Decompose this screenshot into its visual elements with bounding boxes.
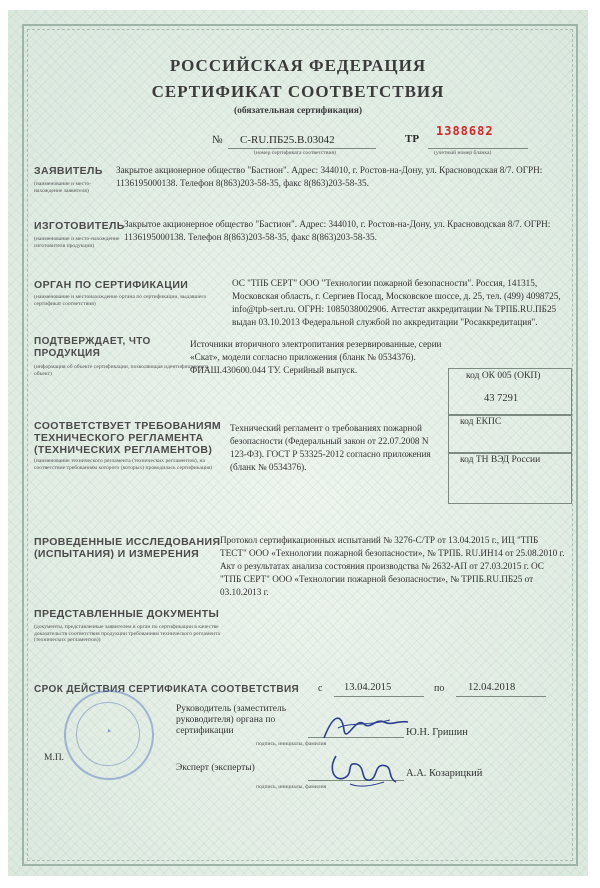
document-subtitle: (обязательная сертификация) bbox=[233, 106, 363, 116]
certificate-number: C-RU.ПБ25.В.03042 bbox=[240, 134, 335, 146]
mp-label: М.П. bbox=[44, 753, 65, 763]
validity-to-word: по bbox=[434, 683, 445, 694]
stamp-seal: ▲ bbox=[64, 690, 154, 780]
compliance-text: Технический регламент о требованиях пожарной безопасности (Федеральный закон от 22.07.2008 N 123-ФЗ). ГОСТ Р 53325-2012 согласно приложения (бланк № 0534376). bbox=[230, 423, 431, 472]
validity-from-date: 13.04.2015 bbox=[344, 682, 392, 693]
certificate-sheet bbox=[8, 10, 588, 876]
organ-caption: (наименование и местонахождение органа по сертификации, выдавшего сертификат соответствия) bbox=[34, 294, 207, 307]
documents-caption: (документы, представленные заявителем в орган по сертификации в качестве доказательств соответствия продукции требованиям технического регламента (технических регламентов)) bbox=[34, 624, 220, 644]
head-label: Руководитель (заместитель руководителя) органа по сертификации bbox=[176, 704, 287, 736]
organ-label: ОРГАН ПО СЕРТИФИКАЦИИ bbox=[34, 279, 189, 291]
okp-label: код ОК 005 (ОКП) bbox=[466, 371, 541, 381]
product-text: Источники вторичного электропитания резервированные, серии «Скат», модели согласно приложения (бланк № 0534376). ФИАШ.430600.044 ТУ. Серийный выпуск. bbox=[190, 339, 442, 375]
tnved-label: код ТН ВЭД России bbox=[460, 455, 541, 465]
number-symbol: № bbox=[212, 134, 223, 146]
expert-caption: подпись, инициалы, фамилия bbox=[256, 784, 327, 790]
research-text: Протокол сертификационных испытаний № 3276-С/ТР от 13.04.2015 г., ИЦ "ТПБ ТЕСТ" ООО «Технологии пожарной безопасности», № ТРПБ. RU.ИН14 от 25.08.2010 г. Акт о результатах анализа состояния производства № 2632-АП от 27.03.2015 г. ОС "ТПБ СЕРТ" ООО «Технологии пожарной безопасности», № ТРПБ.RU.ПБ25 от 03.10.2013 г. bbox=[220, 535, 565, 597]
manufacturer-label: ИЗГОТОВИТЕЛЬ bbox=[34, 220, 125, 232]
okp-value: 43 7291 bbox=[484, 393, 519, 404]
manufacturer-text: Закрытое акционерное общество "Бастион". Адрес: 344010, г. Ростов-на-Дону, ул. Красноводская 8/7. ОГРН: 1136195000138. Телефон 8(863)203-58-35, факс 8(863)203-58-35. bbox=[124, 219, 551, 242]
validity-to-date: 12.04.2018 bbox=[468, 682, 516, 693]
compliance-caption: (наименование технического регламента (технических регламентов), на соответствие требованиям которого (которых) проводилась сертификация) bbox=[34, 458, 213, 471]
manufacturer-caption: (наименование и место-нахождение изготовителя продукции) bbox=[34, 236, 120, 249]
expert-name: А.А. Козарицкий bbox=[406, 768, 483, 779]
blank-number-caption: (учетный номер бланка) bbox=[434, 150, 492, 156]
product-caption: (информация об объекте сертификации, позволяющая идентифицировать объект) bbox=[34, 364, 210, 377]
applicant-caption: (наименование и место-нахождение заявителя) bbox=[34, 181, 92, 194]
ekps-label: код ЕКПС bbox=[460, 417, 502, 427]
organ-text-main: ОС "ТПБ СЕРТ" ООО "Технологии пожарной безопасности". Россия, 141315, Московская область, г. Сергиев Посад, Московское шоссе, д. 25, тел. (499) 4098725, info@tpb-sert.ru. ОГРН: 1085038002906. Аттестат аккредитации № ТРПБ.RU.ПБ25 выдан 03.10.2013 Федеральной службой по аккредитации "Росаккредитация". bbox=[232, 278, 561, 327]
validity-from-word: с bbox=[318, 683, 323, 694]
applicant-label: ЗАЯВИТЕЛЬ bbox=[34, 165, 103, 177]
head-caption: подпись, инициалы, фамилия bbox=[256, 741, 327, 747]
expert-signature bbox=[326, 748, 402, 794]
product-label: ПОДТВЕРЖДАЕТ, ЧТО ПРОДУКЦИЯ bbox=[34, 336, 151, 359]
applicant-text: Закрытое акционерное общество "Бастион". Адрес: 344010, г. Ростов-на-Дону, ул. Красноводская 8/7. ОГРН: 1136195000138. Телефон 8(863)203-58-35, факс 8(863)203-58-35. bbox=[116, 165, 543, 188]
tr-label: ТР bbox=[405, 133, 420, 145]
expert-label: Эксперт (эксперты) bbox=[176, 763, 255, 773]
research-label: ПРОВЕДЕННЫЕ ИССЛЕДОВАНИЯ (ИСПЫТАНИЯ) И ИЗМЕРЕНИЯ bbox=[34, 536, 221, 560]
certificate-number-caption: (номер сертификата соответствия) bbox=[254, 150, 336, 156]
validity-label: СРОК ДЕЙСТВИЯ СЕРТИФИКАТА СООТВЕТСТВИЯ bbox=[34, 684, 300, 695]
blank-number: 1388682 bbox=[436, 124, 494, 138]
compliance-label: СООТВЕТСТВУЕТ ТРЕБОВАНИЯМ ТЕХНИЧЕСКОГО РЕГЛАМЕНТА (ТЕХНИЧЕСКИХ РЕГЛАМЕНТОВ) bbox=[34, 420, 222, 456]
documents-label: ПРЕДСТАВЛЕННЫЕ ДОКУМЕНТЫ bbox=[34, 608, 220, 620]
head-signature bbox=[320, 708, 412, 748]
country-title: РОССИЙСКАЯ ФЕДЕРАЦИЯ bbox=[169, 56, 427, 75]
head-name: Ю.Н. Гришин bbox=[406, 727, 468, 738]
document-title: СЕРТИФИКАТ СООТВЕТСТВИЯ bbox=[151, 82, 445, 101]
